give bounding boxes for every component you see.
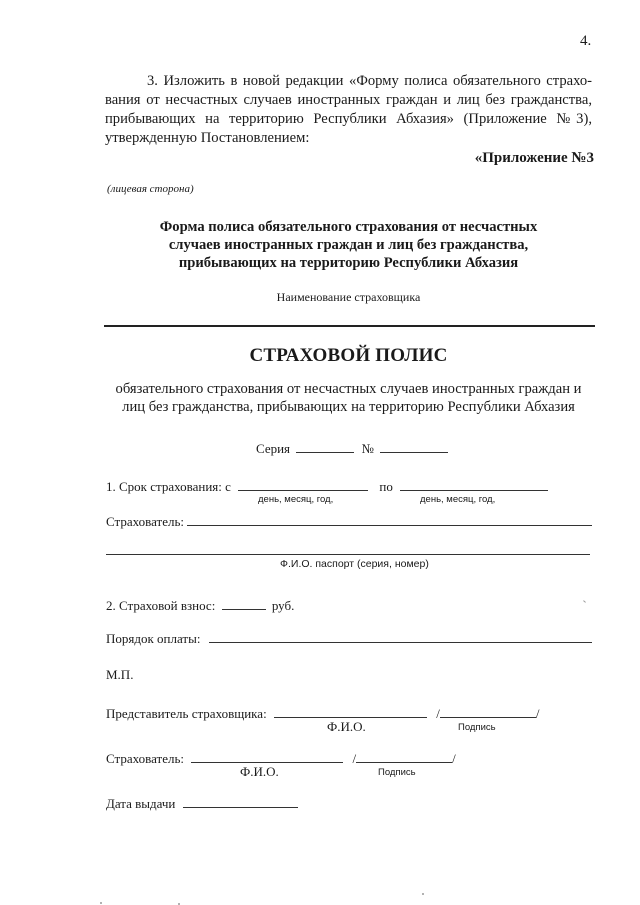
intro-line: прибывающих на территорию Республики Абхазия» (Приложение №3), [105,111,592,127]
insurer-rep-signature-caption: Подпись [458,722,496,733]
page-number: 4. [580,33,592,49]
payment-order-row [106,629,592,647]
premium-row [106,596,294,614]
series-number-row [256,439,448,457]
insurer-name-label: Наименование страховщика [276,290,421,304]
term-from-caption: день, месяц, год, [258,494,334,505]
holder-name-field[interactable] [191,749,343,763]
issue-date-label: Дата выдачи [106,796,176,811]
holder-sign-row [106,749,456,767]
form-title [105,218,592,272]
premium-label: 2. Страховой взнос: [106,598,216,613]
series-label: Серия [256,441,291,456]
form-title-line: прибывающих на территорию Республики Абхазия [178,255,519,271]
seal-label: М.П. [106,667,134,682]
policyholder-field[interactable] [187,512,592,526]
policyholder-label: Страхователь: [106,514,184,529]
number-field[interactable] [380,439,448,453]
issue-date-field[interactable] [183,794,298,808]
holder-name-caption: Ф.И.О. [240,764,279,779]
insurer-rep-name-caption: Ф.И.О. [327,719,366,734]
premium-field[interactable] [222,596,266,610]
form-title-line: Форма полиса обязательного страхования от несчастных [159,219,538,235]
form-title-line: случаев иностранных граждан и лиц без гражданства, [168,237,529,253]
slash-separator: / [436,706,440,721]
intro-line: 3. Изложить в новой редакции «Форму полиса обязательного страхо- [147,73,592,89]
policyholder-row [106,512,592,530]
term-row [106,477,548,495]
scan-speck [100,902,102,904]
slash-separator: / [452,751,456,766]
number-label: № [361,441,374,456]
insurer-rep-name-field[interactable] [274,704,427,718]
policy-subtitle [100,380,597,416]
term-to-field[interactable] [400,477,548,491]
appendix-label: «Приложение №3 [474,150,594,166]
intro-paragraph [105,72,592,148]
holder-sign-label: Страхователь: [106,751,184,766]
policy-subtitle-line: обязательного страхования от несчастных случаев иностранных граждан и [115,381,582,397]
payment-order-field[interactable] [209,629,592,643]
series-field[interactable] [296,439,354,453]
insurer-rep-signature-field[interactable] [440,704,536,718]
intro-line: вания от несчастных случаев иностранных граждан и лиц без гражданства, [105,92,592,108]
policy-subtitle-line: лиц без гражданства, прибывающих на территорию Республики Абхазия [122,399,575,415]
side-note: (лицевая сторона) [107,183,194,195]
insurer-name-rule [104,325,595,327]
insurer-rep-label: Представитель страховщика: [106,706,267,721]
holder-signature-caption: Подпись [378,767,416,778]
term-from-field[interactable] [238,477,368,491]
insurer-rep-row [106,704,539,722]
scan-speck [583,600,586,603]
policy-title: СТРАХОВОЙ ПОЛИС [249,345,448,366]
premium-unit: руб. [271,598,295,613]
term-to-label: по [379,479,393,494]
term-label: 1. Срок страхования: с [106,479,231,494]
scan-speck [422,893,424,895]
payment-order-label: Порядок оплаты: [106,631,201,646]
term-to-caption: день, месяц, год, [420,494,496,505]
holder-signature-field[interactable] [356,749,452,763]
policyholder-caption: Ф.И.О. паспорт (серия, номер) [280,558,429,570]
slash-separator: / [535,706,540,721]
policyholder-passport-line[interactable] [106,554,590,555]
slash-separator: / [352,751,357,766]
intro-line: утвержденную Постановлением: [105,130,310,146]
issue-date-row [106,794,298,812]
